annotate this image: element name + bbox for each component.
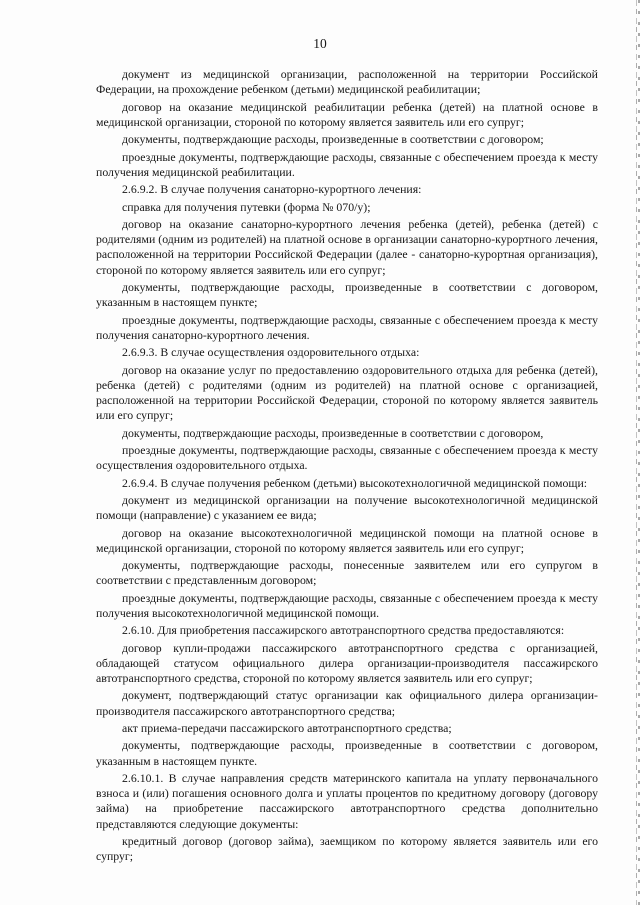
paragraph: проездные документы, подтверждающие расходы, связанные с обеспечением проезда к месту получения высокотехнологичной медицинской помощи. (96, 590, 598, 620)
paragraph: документы, подтверждающие расходы, произведенные в соответствии с договором, указанным в настоящем пункте; (96, 279, 598, 310)
paragraph: договор на оказание высокотехнологичной медицинской помощи на платной основе в медицинской организации, стороной по которому является заявитель или его супруг; (96, 525, 598, 555)
paragraph: проездные документы, подтверждающие расходы, связанные с обеспечением проезда к месту осуществления оздоровительного отдыха. (96, 442, 598, 473)
paragraph: договор на оказание услуг по предоставлению оздоровительного отдыха для ребенка (детей), ребенка (детей) с родителями (одним из родителей) на платной основе с организацией, расположенной на территории Российской Федерации, стороной по которому является заявитель или его супруг; (96, 362, 598, 423)
paragraph: договор на оказание санаторно-курортного лечения ребенка (детей), ребенка (детей) с родителями (одним из родителей) на платной основе в организации санаторно-курортного лечения, расположенной на территории Российской Федерации (далее - санаторно-курортная организация), стороной по которому является заявитель или его супруг; (96, 216, 598, 277)
section-heading: 2.6.10.1. В случае направления средств материнского капитала на уплату первоначального взноса и (или) погашения основного долга и уплаты процентов по кредитному договору (договору займа) на приобретение пассажирского автотранспортного средства дополнительно представляются следующие документы: (96, 771, 598, 831)
paragraph: документы, подтверждающие расходы, произведенные в соответствии с договором, указанным в настоящем пункте. (96, 738, 598, 768)
section-heading: 2.6.10. Для приобретения пассажирского автотранспортного средства предоставляются: (122, 623, 565, 638)
section-heading: 2.6.9.4. В случае получения ребенком (детьми) высокотехнологичной медицинской помощи: (122, 475, 588, 490)
paragraph: документ из медицинской организации на получение высокотехнологичной медицинской помощи (направление) с указанием ее вида; (96, 492, 598, 523)
section-heading: 2.6.9.2. В случае получения санаторно-курортного лечения: (122, 182, 422, 197)
paragraph: проездные документы, подтверждающие расходы, связанные с обеспечением проезда к месту получения медицинской реабилитации. (96, 149, 598, 179)
paragraph: справка для получения путевки (форма № 070/у); (122, 199, 371, 214)
page-number: 10 (313, 36, 327, 51)
paragraph: договор купли-продажи пассажирского автотранспортного средства с организацией, обладающей статусом официального дилера организации-производителя пассажирского автотранспортного средства, стороной по которому является заявитель или его супруг; (96, 640, 598, 686)
paragraph: договор на оказание медицинской реабилитации ребенка (детей) на платной основе в медицинской организации, стороной по которому является заявитель или его супруг; (96, 99, 598, 129)
paragraph: документ из медицинской организации, расположенной на территории Российской Федерации, на прохождение ребенком (детьми) медицинской реабилитации; (96, 67, 598, 97)
paragraph: проездные документы, подтверждающие расходы, связанные с обеспечением проезда к месту получения санаторно-курортного лечения. (96, 312, 598, 342)
scan-edge-shadow (636, 0, 637, 905)
section-heading: 2.6.9.3. В случае осуществления оздоровительного отдыха: (122, 345, 420, 360)
paragraph: акт приема-передачи пассажирского автотранспортного средства; (122, 721, 452, 736)
paragraph: документ, подтверждающий статус организации как официального дилера организации-производителя пассажирского автотранспортного средства; (96, 688, 598, 718)
paragraph: документы, подтверждающие расходы, произведенные в соответствии с договором, (122, 425, 544, 440)
paragraph: документы, подтверждающие расходы, понесенные заявителем или его супругом в соответствии с представленным договором; (96, 558, 598, 588)
paragraph: документы, подтверждающие расходы, произведенные в соответствии с договором; (122, 132, 544, 147)
paragraph: кредитный договор (договор займа), заемщиком по которому является заявитель или его супруг; (96, 834, 598, 864)
document-body (96, 67, 598, 867)
